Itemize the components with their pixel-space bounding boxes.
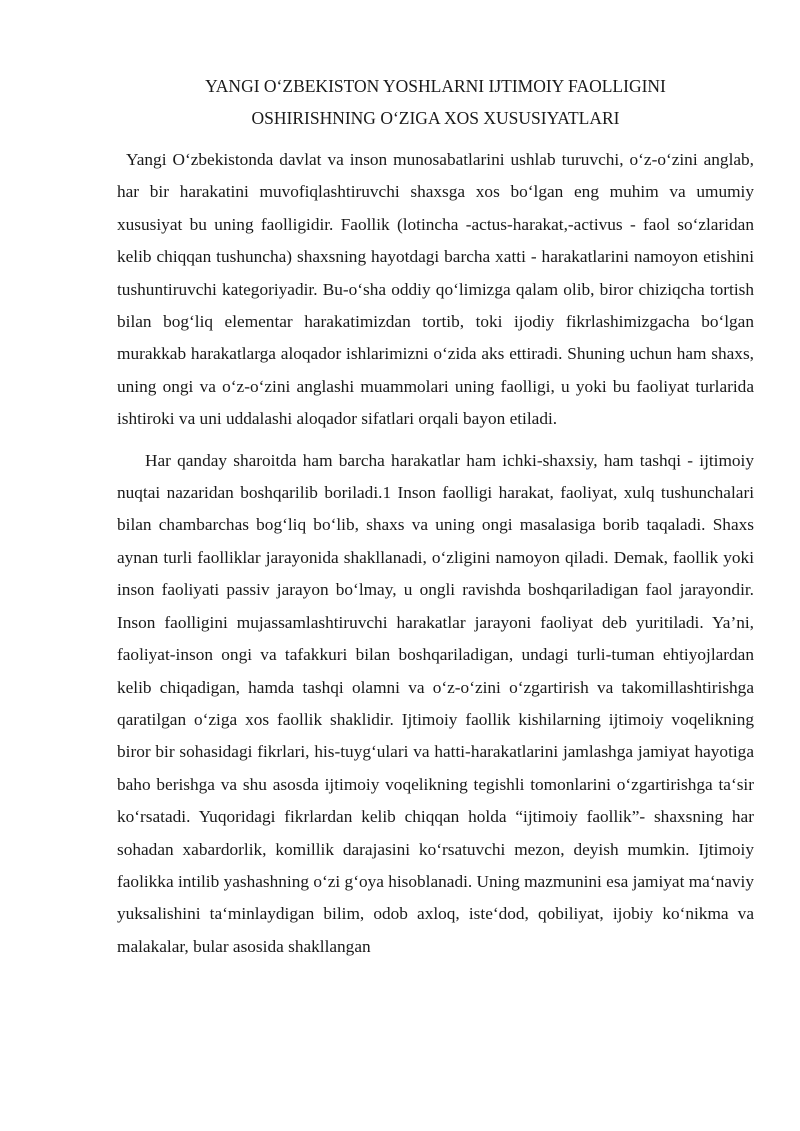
paragraph-2: Har qanday sharoitda ham barcha harakatlar ham ichki-shaxsiy, ham tashqi - ijtimoiy nuqtai nazaridan boshqarilib boriladi.1 Inson faolligi harakat, faoliyat, xulq tushunchalari bilan chambarchas bog‘liq bo‘lib, shaxs va uning ongi masalasiga borib taqaladi. Shaxs aynan turli faolliklar jarayonida shakllanadi, o‘zligini namoyon qiladi. Demak, faollik yoki inson faoliyati passiv jarayon bo‘lmay, u ongli ravishda boshqariladigan faol jarayondir. Inson faolligini mujassamlashtiruvchi harakatlar jarayoni faoliyat deb yuritiladi. Ya’ni, faoliyat-inson ongi va tafakkuri bilan boshqariladigan, undagi turli-tuman ehtiyojlardan kelib chiqadigan, hamda tashqi olamni va o‘z-o‘zini o‘zgartirish va takomillashtirishga qaratilgan o‘ziga xos faollik shaklidir. Ijtimoiy faollik kishilarning ijtimoiy voqelikning biror bir sohasidagi fikrlari, his-tuyg‘ulari va hatti-harakatlarini jamlashga jamiyat hayotiga baho berishga va shu asosda ijtimoiy voqelikning tegishli tomonlarini o‘zgartirishga ta‘sir ko‘rsatadi. Yuqoridagi fikrlardan kelib chiqqan holda “ijtimoiy faollik”- shaxsning har sohadan xabardorlik, komillik darajasini ko‘rsatuvchi mezon, deyish mumkin. Ijtimoiy faolikka intilib yashashning o‘zi g‘oya hisoblanadi. Uning mazmunini esa jamiyat ma‘naviy yuksalishini ta‘minlaydigan bilim, odob axloq, iste‘dod, qobiliyat, ijobiy ko‘nikma va malakalar, bular asosida shakllangan [117, 450, 754, 956]
title-line-1: YANGI O‘ZBEKISTON YOSHLARNI IJTIMOIY FAOLLIGINI [205, 76, 666, 96]
title-line-2: OSHIRISHNING O‘ZIGA XOS XUSUSIYATLARI [251, 108, 620, 128]
document-title [117, 70, 754, 134]
paragraph-1: Yangi O‘zbekistonda davlat va inson munosabatlarini ushlab turuvchi, o‘z-o‘zini anglab, har bir harakatini muvofiqlashtiruvchi shaxsga xos bo‘lgan eng muhim va umumiy xususiyat bu uning faolligidir. Faollik (lotincha -actus-harakat,-activus - faol so‘zlaridan kelib chiqqan tushuncha) shaxsning hayotdagi barcha xatti - harakatlarini namoyon etishini tushuntiruvchi kategoriyadir. Bu-o‘sha oddiy qo‘limizga qalam olib, biror chiziqcha tortish bilan bog‘liq elementar harakatimizdan tortib, toki ijodiy fikrlashimizgacha bo‘lgan murakkab harakatlarga aloqador ishlarimizni o‘zida aks ettiradi. Shuning uchun ham shaxs, uning ongi va o‘z-o‘zini anglashi muammolari uning faolligi, u yoki bu faoliyat turlarida ishtiroki va uni uddalashi aloqador sifatlari orqali bayon etiladi. [117, 150, 754, 429]
document-page [117, 70, 754, 963]
